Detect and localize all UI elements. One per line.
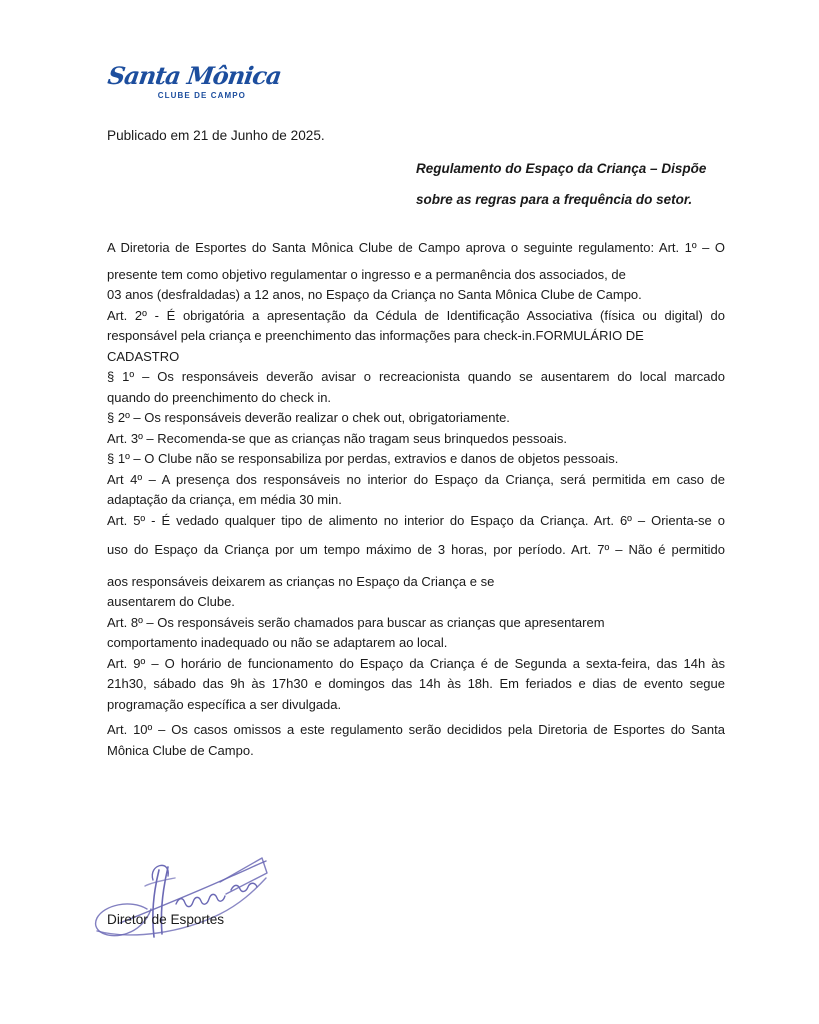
- body-line: ausentarem do Clube.: [107, 594, 235, 609]
- handwritten-signature-icon: [90, 843, 285, 943]
- logo-script-text: Santa Mônica: [106, 61, 283, 90]
- body-line: Art. 2º - É obrigatória a apresentação da Cédula de Identificação Associativa (física ou digital) do: [107, 307, 725, 323]
- body-line: aos responsáveis deixarem as crianças no Espaço da Criança e se: [107, 573, 495, 589]
- body-line: Art. 3º – Recomenda-se que as crianças não tragam seus brinquedos pessoais.: [107, 430, 568, 446]
- body-line: programação específica a ser divulgada.: [107, 696, 342, 712]
- doc-title-line-2: sobre as regras para a frequência do setor.: [416, 192, 693, 207]
- body-line: responsável pela criança e preenchimento das informações para check-in.FORMULÁRIO DE: [107, 328, 644, 343]
- body-line: A Diretoria de Esportes do Santa Mônica Clube de Campo aprova o seguinte regulamento: Art. 1º – O: [107, 240, 725, 255]
- signature-block: [90, 843, 285, 943]
- logo-subtitle: CLUBE DE CAMPO: [157, 91, 246, 100]
- body-line: comportamento inadequado ou não se adaptarem ao local.: [107, 635, 448, 650]
- body-line: Art. 10º – Os casos omissos a este regulamento serão decididos pela Diretoria de Esportes do Santa: [107, 722, 725, 737]
- doc-title-line-1: Regulamento do Espaço da Criança – Dispõe: [416, 161, 707, 176]
- body-line: § 1º – Os responsáveis deverão avisar o recreacionista quando se ausentarem do local marcado: [107, 369, 725, 384]
- body-line: § 1º – O Clube não se responsabiliza por perdas, extravios e danos de objetos pessoais.: [107, 451, 619, 466]
- body-line: 03 anos (desfraldadas) a 12 anos, no Espaço da Criança no Santa Mônica Clube de Campo.: [107, 287, 642, 302]
- body-line: CADASTRO: [107, 348, 180, 364]
- body-line: § 2º – Os responsáveis deverão realizar o chek out, obrigatoriamente.: [107, 410, 510, 425]
- body-line: Art. 5º - É vedado qualquer tipo de alimento no interior do Espaço da Criança. Art. 6º – Orienta-se o: [107, 512, 725, 528]
- body-line: uso do Espaço da Criança por um tempo máximo de 3 horas, por período. Art. 7º – Não é permitido: [107, 542, 725, 557]
- body-line: 21h30, sábado das 9h às 17h30 e domingos das 14h às 18h. Em feriados e dias de evento segue: [107, 676, 725, 691]
- club-logo: [106, 61, 283, 100]
- body-line: Art. 8º – Os responsáveis serão chamados para buscar as crianças que apresentarem: [107, 614, 605, 630]
- publish-date: Publicado em 21 de Junho de 2025.: [107, 128, 325, 143]
- regulation-body: [107, 238, 725, 761]
- body-line: quando do preenchimento do check in.: [107, 389, 332, 405]
- body-line: Art. 9º – O horário de funcionamento do Espaço da Criança é de Segunda a sexta-feira, das 14h às: [107, 655, 725, 671]
- body-line: Mônica Clube de Campo.: [107, 742, 254, 758]
- signature-role-label: Diretor de Esportes: [107, 912, 225, 927]
- body-line: adaptação da criança, em média 30 min.: [107, 492, 342, 507]
- body-line: Art 4º – A presença dos responsáveis no interior do Espaço da Criança, será permitida em caso de: [107, 471, 725, 487]
- doc-title: [416, 159, 746, 210]
- body-line: presente tem como objetivo regulamentar o ingresso e a permanência dos associados, de: [107, 266, 626, 282]
